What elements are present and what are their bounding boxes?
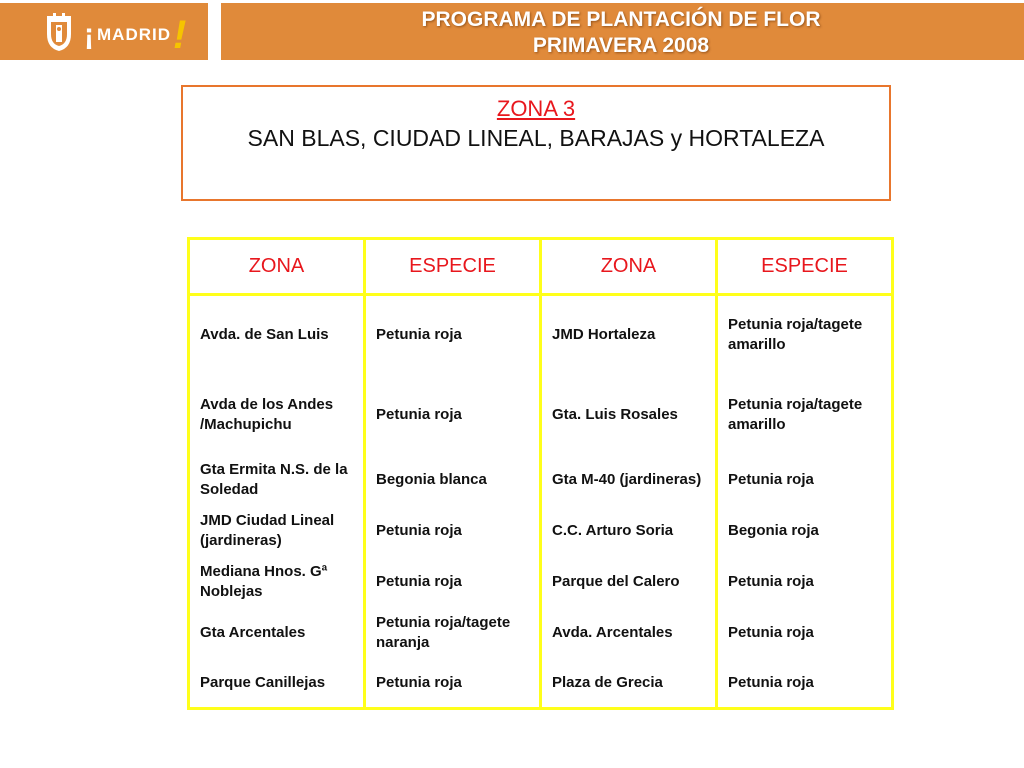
table-cell: JMD Ciudad Lineal (jardineras) (189, 506, 365, 557)
table-cell: Gta M-40 (jardineras) (541, 455, 717, 506)
table-cell: Avda. de San Luis (189, 295, 365, 375)
table-cell: C.C. Arturo Soria (541, 506, 717, 557)
table-cell: Petunia roja (365, 375, 541, 455)
table-cell: Petunia roja (717, 455, 893, 506)
table-cell: Petunia roja/tagete amarillo (717, 375, 893, 455)
table-row (189, 659, 893, 709)
table-cell: Petunia roja (365, 557, 541, 608)
table-cell: Avda de los Andes /Machupichu (189, 375, 365, 455)
zone-district-names: SAN BLAS, CIUDAD LINEAL, BARAJAS y HORTALEZA (247, 125, 825, 151)
header-especie-1: ESPECIE (365, 239, 541, 295)
logo-exclamation-close: ! (173, 13, 188, 57)
table-row (189, 295, 893, 375)
logo-bar (0, 3, 208, 60)
zone-label: ZONA 3 (496, 96, 576, 121)
planting-table (187, 237, 894, 710)
table-row (189, 608, 893, 659)
table-cell: Petunia roja (717, 608, 893, 659)
header-especie-2: ESPECIE (717, 239, 893, 295)
table-cell: Parque del Calero (541, 557, 717, 608)
header-zona-1: ZONA (189, 239, 365, 295)
table-cell: Petunia roja (365, 659, 541, 709)
table-cell: Avda. Arcentales (541, 608, 717, 659)
table-cell: Gta. Luis Rosales (541, 375, 717, 455)
madrid-logo-text (84, 15, 187, 55)
table-cell: Mediana Hnos. Gª Noblejas (189, 557, 365, 608)
title-line-2: PRIMAVERA 2008 (532, 34, 710, 57)
table-cell: Petunia roja (365, 506, 541, 557)
title-bar (221, 3, 1024, 60)
table-cell: Gta Ermita N.S. de la Soledad (189, 455, 365, 506)
logo-exclamation-open: ¡ (84, 18, 95, 51)
title-line-1: PROGRAMA DE PLANTACIÓN DE FLOR (421, 8, 821, 31)
table-cell: Petunia roja (717, 659, 893, 709)
table-cell: Petunia roja/tagete amarillo (717, 295, 893, 375)
table-row (189, 557, 893, 608)
logo-word: MADRID (97, 25, 171, 44)
table-cell: Parque Canillejas (189, 659, 365, 709)
table-cell: Petunia roja (365, 295, 541, 375)
table-header-row (189, 239, 893, 295)
page-title (221, 7, 1021, 59)
table-cell: Plaza de Grecia (541, 659, 717, 709)
table-cell: JMD Hortaleza (541, 295, 717, 375)
table-row (189, 506, 893, 557)
table-row (189, 375, 893, 455)
table-row (189, 455, 893, 506)
table-cell: Gta Arcentales (189, 608, 365, 659)
table-cell: Petunia roja/tagete naranja (365, 608, 541, 659)
table-cell: Begonia roja (717, 506, 893, 557)
table-cell: Petunia roja (717, 557, 893, 608)
header-zona-2: ZONA (541, 239, 717, 295)
table-cell: Begonia blanca (365, 455, 541, 506)
zone-box (181, 85, 891, 201)
madrid-coat-of-arms-icon (44, 12, 74, 52)
